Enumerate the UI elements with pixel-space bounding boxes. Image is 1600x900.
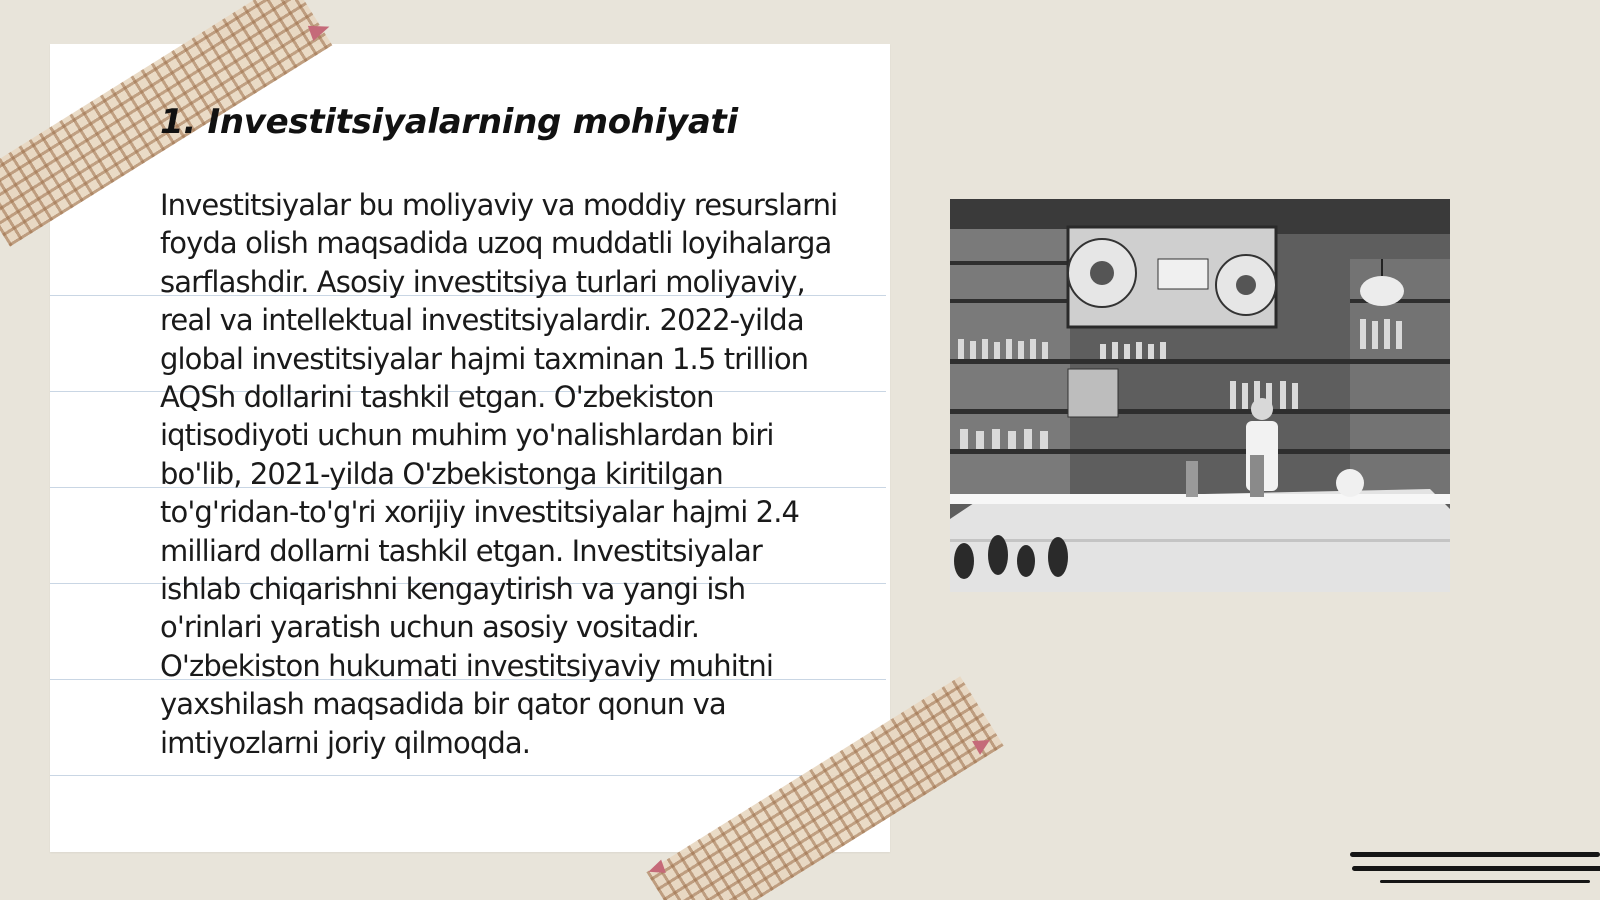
- brush-stroke-decoration: [1352, 866, 1600, 871]
- slide-title: 1. Investitsiyalarning mohiyati: [160, 102, 738, 142]
- brush-stroke-decoration: [1350, 852, 1600, 857]
- brush-stroke-decoration: [1380, 880, 1590, 883]
- paper-rule-line: [50, 775, 886, 776]
- vintage-pharmacy-photo: [950, 199, 1450, 592]
- slide-body-text: Investitsiyalar bu moliyaviy va moddiy resurslarni foyda olish maqsadida uzoq muddatli loyihalarga sarflashdir. Asosiy investitsiya turlari moliyaviy, real va intellektual investitsiyalardir. 2022-yilda global investitsiyalar hajmi taxminan 1.5 trillion AQSh dollarini tashkil etgan. O'zbekiston iqtisodiyoti uchun muhim yo'nalishlardan biri bo'lib, 2021-yilda O'zbekistonga kiritilgan to'g'ridan-to'g'ri xorijiy investitsiyalar hajmi 2.4 milliard dollarni tashkil etgan. Investitsiyalar ishlab chiqarishni kengaytirish va yangi ish o'rinlari yaratish uchun asosiy vositadir. O'zbekiston hukumati investitsiyaviy muhitni yaxshilash maqsadida bir qator qonun va imtiyozlarni joriy qilmoqda.: [160, 188, 838, 760]
